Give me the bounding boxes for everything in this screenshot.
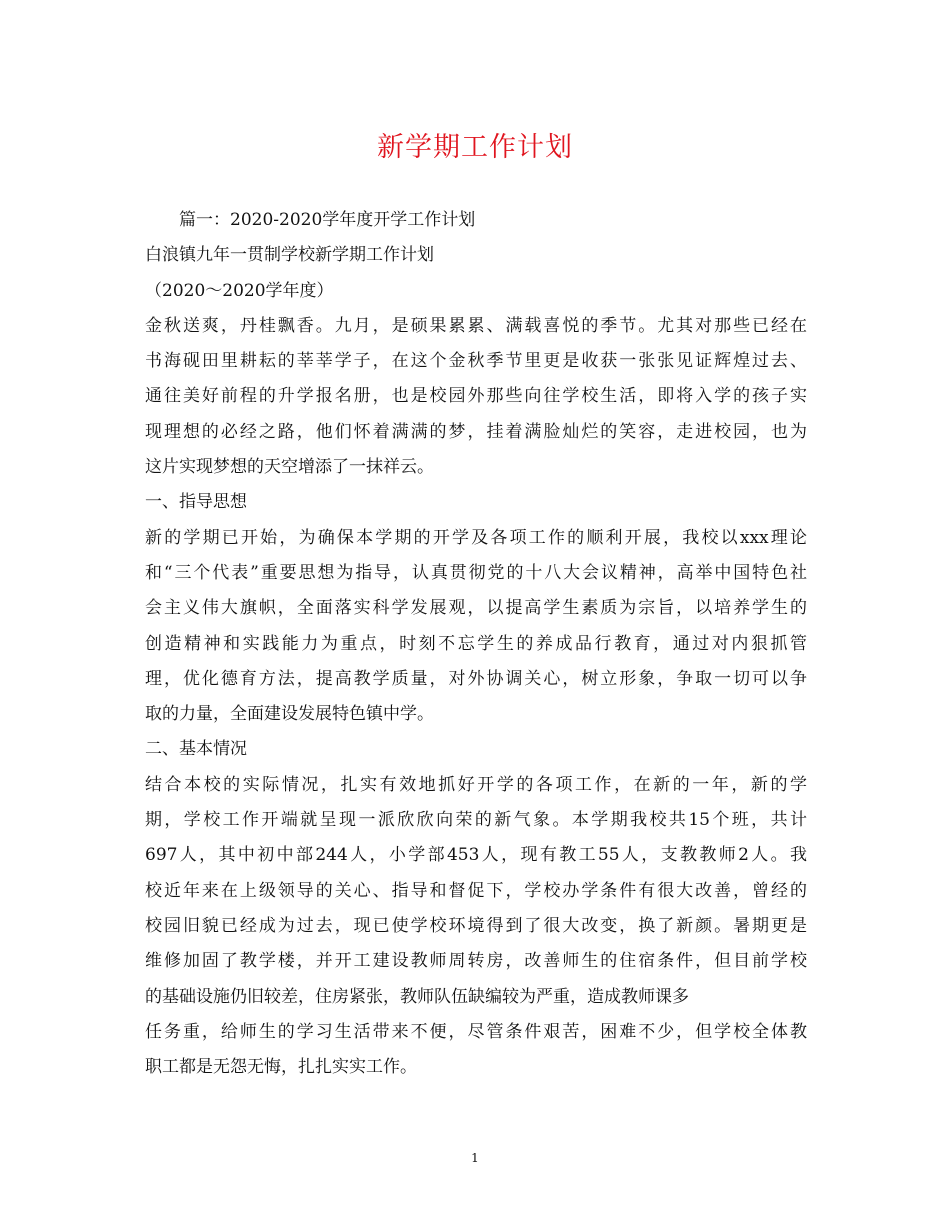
paragraph-line: 结合本校的实际情况，扎实有效地抓好开学的各项工作，在新的一年，新的学 — [145, 774, 807, 795]
paragraph-line: 697人，其中初中部244人，小学部453人，现有教工55人，支教教师2人。我 — [145, 845, 807, 866]
page-title: 新学期工作计划 — [377, 132, 573, 163]
paragraph-line: 期，学校工作开端就呈现一派欣欣向荣的新气象。本学期我校共15个班，共计 — [145, 810, 807, 831]
section-heading: 篇一：2020-2020学年度开学工作计划 — [179, 210, 476, 230]
document-body — [145, 203, 807, 1085]
paragraph-line: 理，优化德育方法，提高教学质量，对外协调关心，树立形象，争取一切可以争 — [145, 668, 807, 689]
paragraph-line: 新的学期已开始，为确保本学期的开学及各项工作的顺利开展，我校以xxx理论 — [145, 527, 807, 548]
paragraph-line: 校园旧貌已经成为过去，现已使学校环境得到了很大改变，换了新颜。暑期更是 — [145, 915, 807, 936]
paragraph-line: 维修加固了教学楼，并开工建设教师周转房，改善师生的住宿条件，但目前学校 — [145, 951, 807, 972]
paragraph-line: 校近年来在上级领导的关心、指导和督促下，学校办学条件有很大改善，曾经的 — [145, 880, 807, 901]
paragraph-line: 任务重，给师生的学习生活带来不便，尽管条件艰苦，困难不少，但学校全体教 — [145, 1021, 807, 1042]
paragraph-line: 现理想的必经之路，他们怀着满满的梦，挂着满脸灿烂的笑容，走进校园，也为 — [145, 421, 807, 442]
paragraph-line: 会主义伟大旗帜，全面落实科学发展观，以提高学生素质为宗旨，以培养学生的 — [145, 598, 807, 619]
plan-title-line: 白浪镇九年一贯制学校新学期工作计划 — [145, 245, 434, 266]
school-year-line: （2020～2020学年度） — [145, 280, 334, 301]
section-heading: 一、指导思想 — [145, 492, 247, 513]
paragraph-line: 通往美好前程的升学报名册，也是校园外那些向往学校生活，即将入学的孩子实 — [145, 386, 807, 407]
paragraph-line: 的基础设施仍旧较差，住房紧张，教师队伍缺编较为严重，造成教师课多 — [145, 986, 689, 1007]
section-heading: 二、基本情况 — [145, 739, 247, 760]
paragraph-line: 金秋送爽，丹桂飘香。九月，是硕果累累、满载喜悦的季节。尤其对那些已经在 — [145, 315, 807, 336]
page-number: 1 — [471, 1151, 479, 1165]
paragraph-line: 和“三个代表”重要思想为指导，认真贯彻党的十八大会议精神，高举中国特色社 — [145, 562, 807, 583]
paragraph-line: 职工都是无怨无悔，扎扎实实工作。 — [145, 1057, 417, 1078]
paragraph-line: 这片实现梦想的天空增添了一抹祥云。 — [145, 457, 434, 478]
paragraph-line: 书海砚田里耕耘的莘莘学子，在这个金秋季节里更是收获一张张见证辉煌过去、 — [145, 351, 807, 372]
paragraph-line: 创造精神和实践能力为重点，时刻不忘学生的养成品行教育，通过对内狠抓管 — [145, 633, 807, 654]
paragraph-line: 取的力量，全面建设发展特色镇中学。 — [145, 704, 434, 725]
